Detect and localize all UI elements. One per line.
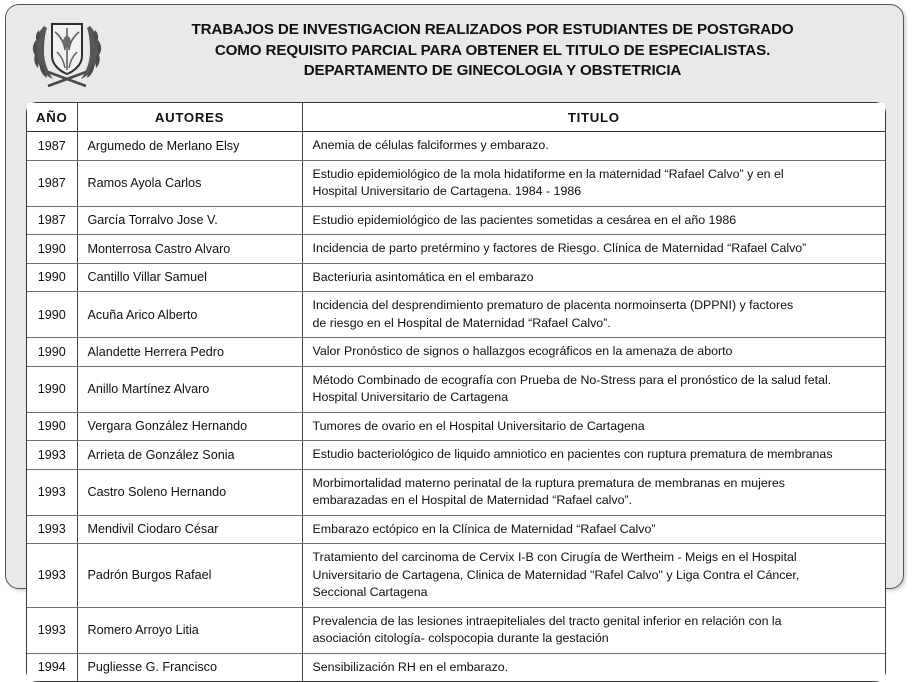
table-row — [27, 132, 885, 161]
cell-author: Padrón Burgos Rafael — [77, 544, 302, 608]
cell-title-line: Universitario de Cartagena, Clinica de Maternidad "Rafel Calvo" y Liga Contra el Cáncer, — [312, 567, 800, 582]
research-table — [27, 103, 885, 681]
page-title — [110, 20, 903, 82]
cell-title-line: Bacteriuria asintomática en el embarazo — [312, 269, 534, 284]
cell-title — [302, 338, 885, 367]
cell-title — [302, 263, 885, 292]
research-table-container — [26, 102, 886, 682]
cell-title — [302, 132, 885, 161]
cell-year: 1993 — [27, 441, 77, 470]
cell-title-line: embarazadas en el Hospital de Maternidad “Rafael calvo”. — [312, 493, 633, 507]
cell-author: Cantillo Villar Samuel — [77, 263, 302, 292]
cell-author: Castro Soleno Hernando — [77, 469, 302, 515]
cell-year: 1987 — [27, 160, 77, 206]
cell-author: Vergara González Hernando — [77, 412, 302, 441]
table-row — [27, 366, 885, 412]
cell-title-line: Estudio epidemiológico de la mola hidatiforme en la maternidad “Rafael Calvo” y en el — [312, 166, 784, 181]
cell-title-line: Incidencia de parto pretérmino y factores de Riesgo. Clínica de Maternidad “Rafael Calvo” — [312, 241, 807, 255]
table-row — [27, 338, 885, 367]
cell-author: Argumedo de Merlano Elsy — [77, 132, 302, 161]
cell-title-line: Hospital Universitario de Cartagena — [312, 390, 509, 404]
cell-title-line: Estudio bacteriológico de liquido amniotico en pacientes con ruptura prematura de membranas — [312, 447, 833, 461]
cell-year: 1990 — [27, 366, 77, 412]
table-row — [27, 412, 885, 441]
cell-year: 1990 — [27, 292, 77, 338]
page-title-line-1: TRABAJOS DE INVESTIGACION REALIZADOS POR ESTUDIANTES DE POSTGRADO — [191, 21, 794, 39]
cell-title-line: Valor Pronóstico de signos o hallazgos ecográficos en la amenaza de aborto — [312, 344, 733, 358]
cell-year: 1990 — [27, 263, 77, 292]
cell-title-line: Seccional Cartagena — [312, 585, 428, 599]
cell-year: 1987 — [27, 132, 77, 161]
cell-author: García Torralvo Jose V. — [77, 206, 302, 235]
column-header-authors: AUTORES — [77, 103, 302, 132]
cell-title-line: Sensibilización RH en el embarazo. — [312, 659, 509, 674]
column-header-year: AÑO — [27, 103, 77, 132]
table-row — [27, 441, 885, 470]
cell-title — [302, 206, 885, 235]
page-title-line-3: DEPARTAMENTO DE GINECOLOGIA Y OBSTETRICIA — [303, 62, 682, 80]
cell-title-line: asociación citología- colspocopia durante la gestación — [312, 631, 609, 645]
table-row — [27, 263, 885, 292]
cell-title-line: Embarazo ectópico en la Clínica de Maternidad “Rafael Calvo” — [312, 521, 656, 536]
cell-author: Ramos Ayola Carlos — [77, 160, 302, 206]
cell-title — [302, 160, 885, 206]
cell-author: Romero Arroyo Litia — [77, 607, 302, 653]
cell-title-line: Morbimortalidad materno perinatal de la ruptura prematura de membranas en mujeres — [312, 475, 785, 490]
cell-title — [302, 515, 885, 544]
cell-title — [302, 292, 885, 338]
cell-author: Pugliesse G. Francisco — [77, 653, 302, 681]
table-row — [27, 292, 885, 338]
cell-title — [302, 653, 885, 681]
cell-title-line: Tratamiento del carcinoma de Cervix I-B con Cirugía de Wertheim - Meigs en el Hospital — [312, 550, 797, 564]
cell-title — [302, 544, 885, 608]
cell-title-line: Prevalencia de las lesiones intraepiteliales del tracto genital inferior en relación con la — [312, 613, 782, 628]
table-row — [27, 469, 885, 515]
cell-year: 1993 — [27, 544, 77, 608]
table-row — [27, 160, 885, 206]
table-row — [27, 607, 885, 653]
document-frame — [5, 4, 904, 675]
cell-title-line: de riesgo en el Hospital de Maternidad “Rafael Calvo”. — [312, 315, 611, 330]
cell-title — [302, 366, 885, 412]
table-body — [27, 132, 885, 682]
cell-title — [302, 412, 885, 441]
cell-title-line: Anemia de células falciformes y embarazo. — [312, 138, 549, 152]
cell-title-line: Tumores de ovario en el Hospital Universitario de Cartagena — [312, 418, 645, 433]
cell-title-line: Incidencia del desprendimiento prematuro de placenta normoinserta (DPPNI) y factores — [312, 298, 794, 312]
cell-year: 1993 — [27, 469, 77, 515]
cell-title-line: Hospital Universitario de Cartagena. 1984 - 1986 — [312, 184, 582, 198]
cell-year: 1994 — [27, 653, 77, 681]
cell-year: 1993 — [27, 515, 77, 544]
cell-author: Monterrosa Castro Alvaro — [77, 235, 302, 264]
cell-year: 1993 — [27, 607, 77, 653]
cell-title — [302, 469, 885, 515]
cell-author: Anillo Martínez Alvaro — [77, 366, 302, 412]
cell-year: 1990 — [27, 235, 77, 264]
table-row — [27, 515, 885, 544]
cell-year: 1987 — [27, 206, 77, 235]
university-coat-of-arms-icon — [24, 12, 110, 90]
cell-author: Acuña Arico Alberto — [77, 292, 302, 338]
table-row — [27, 206, 885, 235]
cell-title — [302, 607, 885, 653]
cell-title — [302, 235, 885, 264]
cell-author: Alandette Herrera Pedro — [77, 338, 302, 367]
cell-title — [302, 441, 885, 470]
document-header — [6, 5, 903, 97]
cell-title-line: Método Combinado de ecografía con Prueba de No-Stress para el pronóstico de la salud fetal. — [312, 372, 832, 387]
table-header-row — [27, 103, 885, 132]
table-row — [27, 235, 885, 264]
cell-author: Arrieta de González Sonia — [77, 441, 302, 470]
cell-author: Mendivil Ciodaro César — [77, 515, 302, 544]
table-row — [27, 544, 885, 608]
page-title-line-2: COMO REQUISITO PARCIAL PARA OBTENER EL TITULO DE ESPECIALISTAS. — [214, 41, 771, 59]
table-row — [27, 653, 885, 681]
column-header-title: TITULO — [302, 103, 885, 132]
cell-year: 1990 — [27, 338, 77, 367]
cell-year: 1990 — [27, 412, 77, 441]
cell-title-line: Estudio epidemiológico de las pacientes sometidas a cesárea en el año 1986 — [312, 212, 737, 227]
table-header — [27, 103, 885, 132]
